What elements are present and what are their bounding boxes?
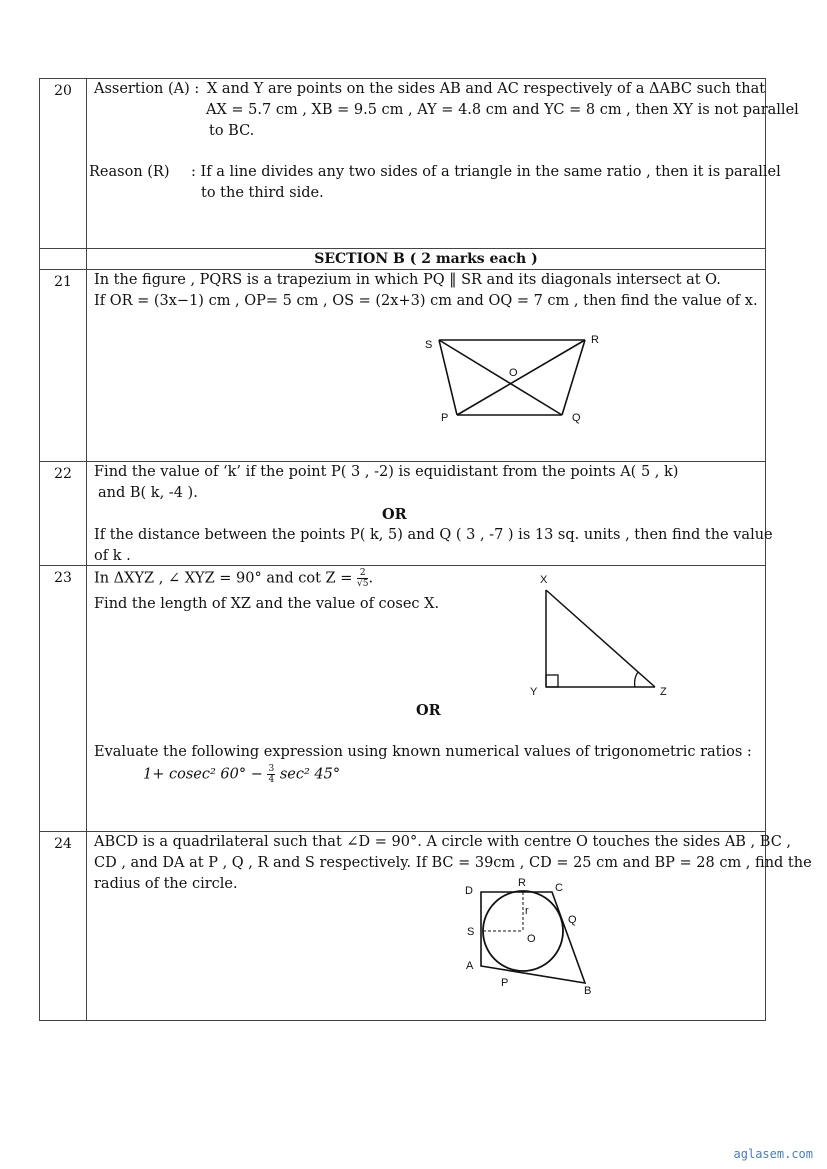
label-c: C (555, 882, 563, 894)
angle-z-arc (635, 672, 638, 687)
label-p: P (441, 412, 449, 424)
label-o: O (509, 367, 518, 379)
or-divider: OR (382, 506, 407, 523)
question-text-part: In ΔXYZ , ∠ XYZ = 90° and cot Z = (94, 570, 353, 587)
label-o: O (527, 933, 536, 945)
label-b: B (584, 985, 592, 997)
question-row-23 (40, 566, 766, 832)
section-title: SECTION B ( 2 marks each ) (87, 249, 766, 270)
assertion-label: Assertion (A) : (94, 81, 200, 97)
site-watermark: aglasem.com (733, 1147, 813, 1161)
right-angle-marker (546, 675, 558, 687)
assertion-text: X and Y are points on the sides AB and AC respectively of a ΔABC such that (207, 81, 766, 97)
quadrilateral-circle-figure (457, 876, 607, 998)
question-text: In ΔXYZ , ∠ XYZ = 90° and cot Z = $\frac{2}{√5}$ . (94, 568, 374, 589)
label-radius: r (525, 905, 529, 917)
question-body (87, 79, 799, 249)
label-s: S (425, 339, 433, 351)
side-sp (439, 340, 457, 415)
label-z: Z (660, 686, 667, 698)
question-text: of k . (94, 548, 131, 564)
label-d: D (465, 885, 473, 897)
question-row-22 (40, 462, 766, 566)
reason-label: Reason (R) (89, 164, 170, 180)
label-x: X (540, 574, 548, 586)
question-body (87, 832, 812, 1021)
question-text: In the figure , PQRS is a trapezium in which PQ ‖ SR and its diagonals intersect at O. (94, 272, 721, 288)
trapezium-figure (417, 322, 617, 427)
label-r: R (518, 877, 526, 889)
label-r: R (591, 334, 599, 346)
reason-text: to the third side. (201, 185, 324, 201)
right-triangle-figure (522, 570, 672, 700)
side-xz (546, 590, 655, 687)
question-text: If OR = (3x−1) cm , OP= 5 cm , OS = (2x+3) cm and OQ = 7 cm , then find the value of x. (94, 293, 758, 309)
question-number: 20 (40, 79, 87, 249)
question-row-20 (40, 79, 766, 249)
question-number: 23 (40, 566, 87, 832)
expression: 1+ cosec² 60° − $\frac{3}{4}$ sec² 45° (143, 764, 341, 785)
assertion-text: to BC. (209, 123, 255, 139)
assertion-text: AX = 5.7 cm , XB = 9.5 cm , AY = 4.8 cm and YC = 8 cm , then XY is not parallel (206, 102, 799, 118)
question-text: If the distance between the points P( k, 5) and Q ( 3 , -7 ) is 13 sq. units , then find the value (94, 527, 773, 543)
reason-text: : If a line divides any two sides of a triangle in the same ratio , then it is parallel (191, 164, 781, 180)
section-header-row (40, 249, 766, 270)
or-divider: OR (416, 702, 441, 719)
question-text: and B( k, -4 ). (98, 485, 198, 501)
question-text: ABCD is a quadrilateral such that ∠D = 90°. A circle with centre O touches the sides AB , BC , (94, 834, 792, 850)
label-q: Q (568, 914, 577, 926)
question-table (39, 78, 812, 1021)
question-body (87, 270, 766, 462)
diagonal-sq (439, 340, 562, 415)
question-body (87, 566, 766, 832)
question-row-21 (40, 270, 766, 462)
question-text: Find the length of XZ and the value of cosec X. (94, 596, 440, 612)
label-q: Q (572, 412, 581, 424)
question-text: radius of the circle. (94, 876, 238, 892)
label-a: A (466, 960, 474, 972)
label-y: Y (530, 686, 538, 698)
question-text: Find the value of ‘k’ if the point P( 3 , -2) is equidistant from the points A( 5 , k) (94, 464, 679, 480)
question-number: 24 (40, 832, 87, 1021)
question-body (87, 462, 773, 566)
label-p: P (501, 977, 509, 989)
fraction-cot-z: $\frac{2}{√5}$ (356, 568, 369, 589)
question-number: 22 (40, 462, 87, 566)
question-text: CD , and DA at P , Q , R and S respectively. If BC = 39cm , CD = 25 cm and BP = 28 cm , find the (94, 855, 812, 871)
question-text: Evaluate the following expression using known numerical values of trigonometric ratios : (94, 744, 752, 760)
question-number: 21 (40, 270, 87, 462)
fraction-three-quarters: $\frac{3}{4}$ (268, 764, 275, 785)
question-row-24 (40, 832, 766, 1021)
label-s: S (467, 926, 475, 938)
